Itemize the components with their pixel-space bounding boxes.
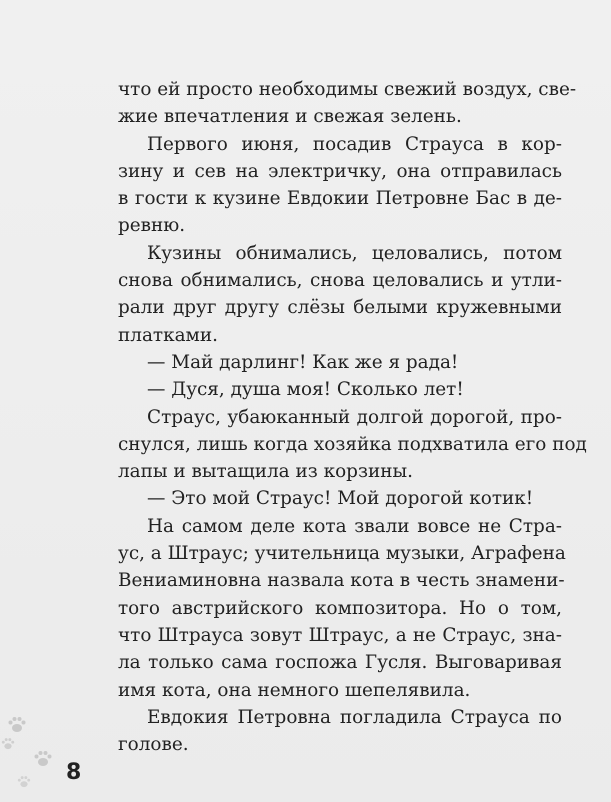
text-line: голове. bbox=[118, 734, 189, 756]
text-line: Кузины обнимались, целовались, потом bbox=[147, 242, 562, 264]
text-line: что Штрауса зовут Штраус, а не Страус, зна- bbox=[118, 624, 562, 646]
text-line: На самом деле кота звали вовсе не Стра- bbox=[147, 515, 562, 537]
text-line: жие впечатления и свежая зелень. bbox=[118, 106, 462, 128]
text-line: Страус, убаюканный долгой дорогой, про- bbox=[147, 406, 562, 428]
text-line: Вениаминовна назвала кота в честь знамени- bbox=[118, 570, 565, 592]
text-line: что ей просто необходимы свежий воздух, све- bbox=[118, 79, 577, 100]
text-line: Евдокия Петровна погладила Страуса по bbox=[147, 706, 562, 728]
body-text bbox=[118, 76, 587, 758]
text-line: — Дуся, душа моя! Сколько лет! bbox=[147, 379, 464, 401]
paw-print-icon bbox=[32, 748, 54, 770]
text-line: Первого июня, посадив Страуса в кор- bbox=[147, 133, 562, 155]
paw-print-icon bbox=[6, 714, 28, 736]
text-line: зину и сев на электричку, она отправилась bbox=[118, 160, 562, 182]
page-number: 8 bbox=[66, 760, 82, 785]
paw-print-icon bbox=[16, 774, 32, 790]
text-line: имя кота, она немного шепелявила. bbox=[118, 679, 471, 701]
text-line: ус, а Штраус; учительница музыки, Аграфена bbox=[118, 543, 566, 565]
paw-print-icon bbox=[0, 736, 16, 752]
text-line: ревню. bbox=[118, 215, 186, 237]
text-line: лапы и вытащила из корзины. bbox=[118, 461, 413, 483]
text-line: ла только сама госпожа Гусля. Выговаривая bbox=[118, 652, 562, 674]
text-line: — Май дарлинг! Как же я рада! bbox=[147, 351, 459, 373]
text-line: рали друг другу слёзы белыми кружевными bbox=[118, 297, 562, 319]
text-line: снова обнимались, снова целовались и утли- bbox=[118, 270, 562, 292]
text-line: в гости к кузине Евдокии Петровне Бас в де- bbox=[118, 188, 562, 210]
text-line: того австрийского композитора. Но о том, bbox=[118, 597, 562, 619]
text-line: снулся, лишь когда хозяйка подхватила его под bbox=[118, 433, 587, 455]
text-line: — Это мой Страус! Мой дорогой котик! bbox=[147, 488, 534, 510]
text-line: платками. bbox=[118, 324, 218, 346]
